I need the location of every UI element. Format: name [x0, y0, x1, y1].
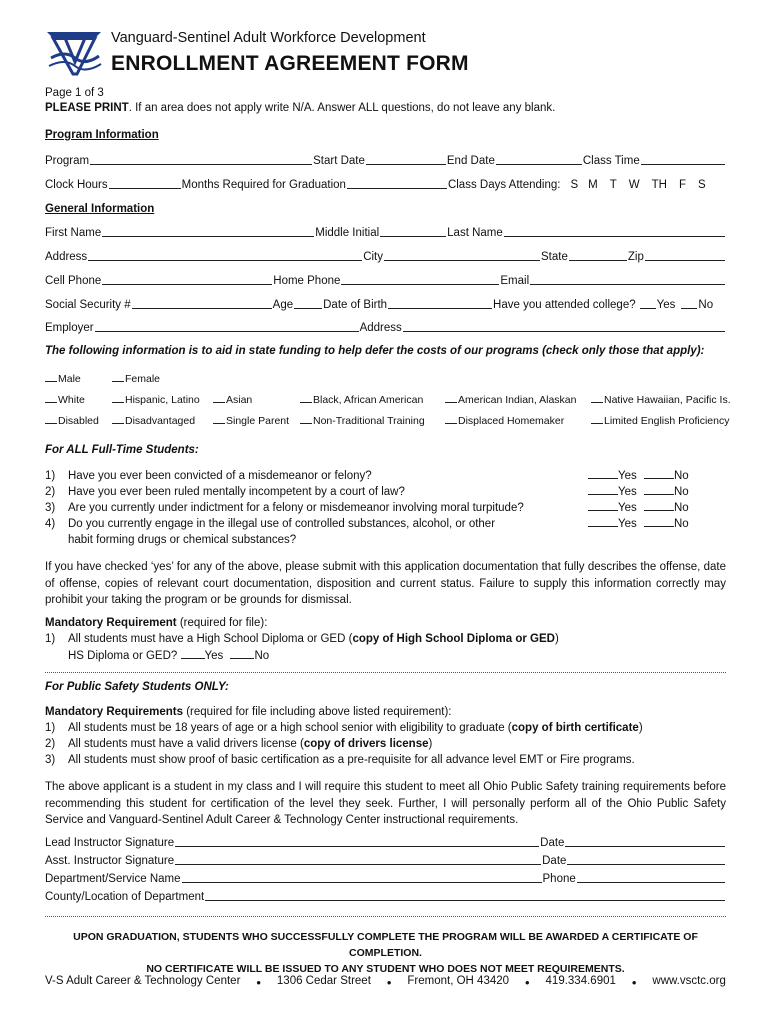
college-yes-field[interactable] [640, 298, 656, 309]
county-row [45, 890, 726, 903]
months-required-label: Months Required for Graduation [181, 179, 346, 191]
program-label: Program [45, 155, 90, 167]
checkbox-single-parent[interactable]: Single Parent [213, 415, 289, 427]
footer-bullet-icon: • [525, 975, 530, 990]
question-4: 4) Do you currently engage in the illegal use of controlled substances, alcohol, or other [45, 518, 496, 530]
lead-signature-label: Lead Instructor Signature [45, 837, 175, 849]
name-row [45, 226, 726, 239]
department-row [45, 872, 726, 885]
public-safety-heading: For Public Safety Students ONLY: [45, 681, 229, 693]
address-row [45, 250, 726, 263]
middle-initial-label: Middle Initial [315, 227, 380, 239]
asst-signature-field[interactable] [175, 854, 541, 865]
zip-label: Zip [627, 251, 644, 263]
checkbox-limited-english[interactable]: Limited English Proficiency [591, 415, 729, 427]
day-option-f[interactable]: F [678, 179, 686, 191]
checkbox-black[interactable]: Black, African American [300, 394, 423, 406]
county-label: County/Location of Department [45, 891, 205, 903]
general-info-heading: General Information [45, 203, 155, 215]
instructions [45, 102, 555, 114]
instructions-text: . If an area does not apply write N/A. Answer ALL questions, do not leave any blank. [128, 102, 556, 114]
ps-requirement-3: 3) All students must show proof of basic certification as a pre-requisite for all advance level EMT or Fire programs. [45, 754, 635, 766]
fulltime-heading: For ALL Full-Time Students: [45, 444, 199, 456]
class-days-options [570, 179, 705, 191]
checkbox-white[interactable]: White [45, 394, 85, 406]
footer-address: 1306 Cedar Street [276, 975, 371, 987]
phone-field[interactable] [577, 872, 725, 883]
checkbox-male[interactable]: Male [45, 373, 81, 385]
q2-yes-no[interactable]: Yes No [588, 486, 689, 498]
ps-requirement-2: 2) All students must have a valid drivers license (copy of drivers license) [45, 738, 433, 750]
checkbox-non-traditional[interactable]: Non-Traditional Training [300, 415, 425, 427]
dob-field[interactable] [388, 298, 492, 309]
college-no-label: No [698, 299, 714, 311]
day-option-s[interactable]: S [570, 179, 579, 191]
cell-phone-field[interactable] [102, 274, 272, 285]
offense-note: If you have checked ‘yes’ for any of the above, please submit with this application documentation that fully describes the offense, date of offense, copies of relevant court documentation, disposition and current status. Failure to supply this information correctly may prohibit your taking the program or be grounds for dismissal. [45, 561, 726, 606]
footer [45, 975, 726, 990]
checkbox-disadvantaged[interactable]: Disadvantaged [112, 415, 195, 427]
ps-requirement-1: 1) All students must be 18 years of age or a high school senior with eligibility to graduate (copy of birth certificate) [45, 722, 643, 734]
question-2: 2) Have you ever been ruled mentally incompetent by a court of law? [45, 486, 405, 498]
age-label: Age [272, 299, 294, 311]
lead-signature-field[interactable] [175, 836, 539, 847]
enrollment-form-page [45, 0, 731, 1024]
program-info-heading: Program Information [45, 129, 159, 141]
employer-row [45, 321, 726, 334]
address-field[interactable] [88, 250, 362, 261]
lead-date-field[interactable] [565, 836, 725, 847]
clock-hours-field[interactable] [109, 178, 181, 189]
class-time-label: Class Time [582, 155, 640, 167]
checkbox-hispanic[interactable]: Hispanic, Latino [112, 394, 200, 406]
home-phone-field[interactable] [341, 274, 499, 285]
page-number: Page 1 of 3 [45, 87, 104, 99]
department-label: Department/Service Name [45, 873, 181, 885]
zip-field[interactable] [645, 250, 725, 261]
city-label: City [363, 251, 383, 263]
hs-diploma-question: HS Diploma or GED? Yes No [68, 650, 270, 662]
q3-yes-no[interactable]: Yes No [588, 502, 689, 514]
please-print-label: PLEASE PRINT [45, 102, 129, 114]
checkbox-displaced-homemaker[interactable]: Displaced Homemaker [445, 415, 564, 427]
start-date-label: Start Date [313, 155, 365, 167]
lead-date-label: Date [540, 837, 565, 849]
first-name-field[interactable] [102, 226, 314, 237]
county-field[interactable] [205, 890, 725, 901]
lead-signature-row [45, 836, 726, 849]
college-no-field[interactable] [681, 298, 697, 309]
notice-line-2: NO CERTIFICATE WILL BE ISSUED TO ANY STUDENT WHO DOES NOT MEET REQUIREMENTS. [146, 963, 625, 975]
asst-date-label: Date [542, 855, 567, 867]
footer-bullet-icon: • [631, 975, 637, 990]
vs-shield-logo-icon [45, 28, 103, 78]
notice-divider [45, 916, 726, 917]
question-4-continued: habit forming drugs or chemical substances? [68, 534, 297, 546]
employer-address-label: Address [359, 322, 402, 334]
ssn-field[interactable] [132, 298, 272, 309]
email-field[interactable] [530, 274, 725, 285]
day-option-s2[interactable]: S [697, 179, 706, 191]
address-label: Address [45, 251, 88, 263]
asst-signature-label: Asst. Instructor Signature [45, 855, 175, 867]
city-field[interactable] [384, 250, 540, 261]
checkbox-disabled[interactable]: Disabled [45, 415, 99, 427]
state-field[interactable] [569, 250, 627, 261]
dob-label: Date of Birth [323, 299, 388, 311]
ssn-label: Social Security # [45, 299, 131, 311]
footer-website-link[interactable]: www.vsctc.org [652, 975, 726, 987]
email-label: Email [500, 275, 530, 287]
checkbox-asian[interactable]: Asian [213, 394, 252, 406]
mandatory-item-1: 1) All students must have a High School Diploma or GED (copy of High School Diploma or GED) [45, 633, 559, 645]
cell-phone-label: Cell Phone [45, 275, 102, 287]
phone-label: Phone [542, 873, 576, 885]
phone-row [45, 274, 726, 287]
question-1: 1) Have you ever been convicted of a misdemeanor or felony? [45, 470, 372, 482]
state-label: State [541, 251, 568, 263]
day-option-t[interactable]: T [609, 179, 617, 191]
instructor-statement: The above applicant is a student in my class and I will require this student to meet all Ohio Public Safety training requirements before recommending this student for certification of the level they seek. Further, I will personally perform all of the Ohio Public Safety Service and Vanguard-Sentinel Adult Career & Technology Center instructional requirements. [45, 781, 726, 826]
day-option-th[interactable]: TH [651, 179, 667, 191]
program-row [45, 154, 726, 167]
college-question: Have you attended college? [493, 299, 636, 311]
class-days-label: Class Days Attending: [447, 179, 561, 191]
college-yes-label: Yes [656, 299, 676, 311]
checkbox-american-indian[interactable]: American Indian, Alaskan [445, 394, 576, 406]
footer-city: Fremont, OH 43420 [407, 975, 510, 987]
section-divider [45, 672, 726, 673]
footer-phone: 419.334.6901 [545, 975, 616, 987]
footer-bullet-icon: • [256, 975, 261, 990]
middle-initial-field[interactable] [380, 226, 446, 237]
start-date-field[interactable] [366, 154, 446, 165]
day-option-m[interactable]: M [588, 179, 598, 191]
asst-date-field[interactable] [567, 854, 725, 865]
footer-bullet-icon: • [386, 975, 392, 990]
employer-label: Employer [45, 322, 94, 334]
notice-line-1: UPON GRADUATION, STUDENTS WHO SUCCESSFULLY COMPLETE THE PROGRAM WILL BE AWARDED A CERTIFICATE OF COMPLETION. [73, 931, 698, 959]
ssn-row [45, 298, 726, 311]
graduation-notice [45, 929, 726, 977]
last-name-field[interactable] [504, 226, 725, 237]
mandatory-heading: Mandatory Requirement (required for file): [45, 617, 268, 629]
last-name-label: Last Name [447, 227, 503, 239]
footer-org: V-S Adult Career & Technology Center [45, 975, 241, 987]
months-required-field[interactable] [347, 178, 447, 189]
form-title: ENROLLMENT AGREEMENT FORM [111, 52, 469, 75]
first-name-label: First Name [45, 227, 102, 239]
question-3: 3) Are you currently under indictment for a felony or misdemeanor involving moral turpitude? [45, 502, 524, 514]
day-option-w[interactable]: W [628, 179, 640, 191]
checkbox-native-hawaiian[interactable]: Native Hawaiian, Pacific Is. [591, 394, 731, 406]
q4-yes-no[interactable]: Yes No [588, 518, 689, 530]
employer-field[interactable] [95, 321, 359, 332]
q1-yes-no[interactable]: Yes No [588, 470, 689, 482]
funding-statement: The following information is to aid in state funding to help defer the costs of our programs (check only those that apply): [45, 345, 705, 357]
asst-signature-row [45, 854, 726, 867]
hs-no-field[interactable] [230, 658, 254, 659]
clock-hours-label: Clock Hours [45, 179, 108, 191]
age-field[interactable] [294, 298, 322, 309]
class-time-field[interactable] [641, 154, 725, 165]
end-date-field[interactable] [496, 154, 582, 165]
employer-address-field[interactable] [403, 321, 725, 332]
clock-hours-row [45, 178, 726, 191]
end-date-label: End Date [446, 155, 495, 167]
department-field[interactable] [182, 872, 542, 883]
public-safety-req-heading: Mandatory Requirements (required for file including above listed requirement): [45, 706, 452, 718]
home-phone-label: Home Phone [273, 275, 341, 287]
hs-yes-field[interactable] [181, 658, 205, 659]
organization-name: Vanguard-Sentinel Adult Workforce Development [111, 30, 426, 46]
checkbox-female[interactable]: Female [112, 373, 160, 385]
program-field[interactable] [90, 154, 312, 165]
